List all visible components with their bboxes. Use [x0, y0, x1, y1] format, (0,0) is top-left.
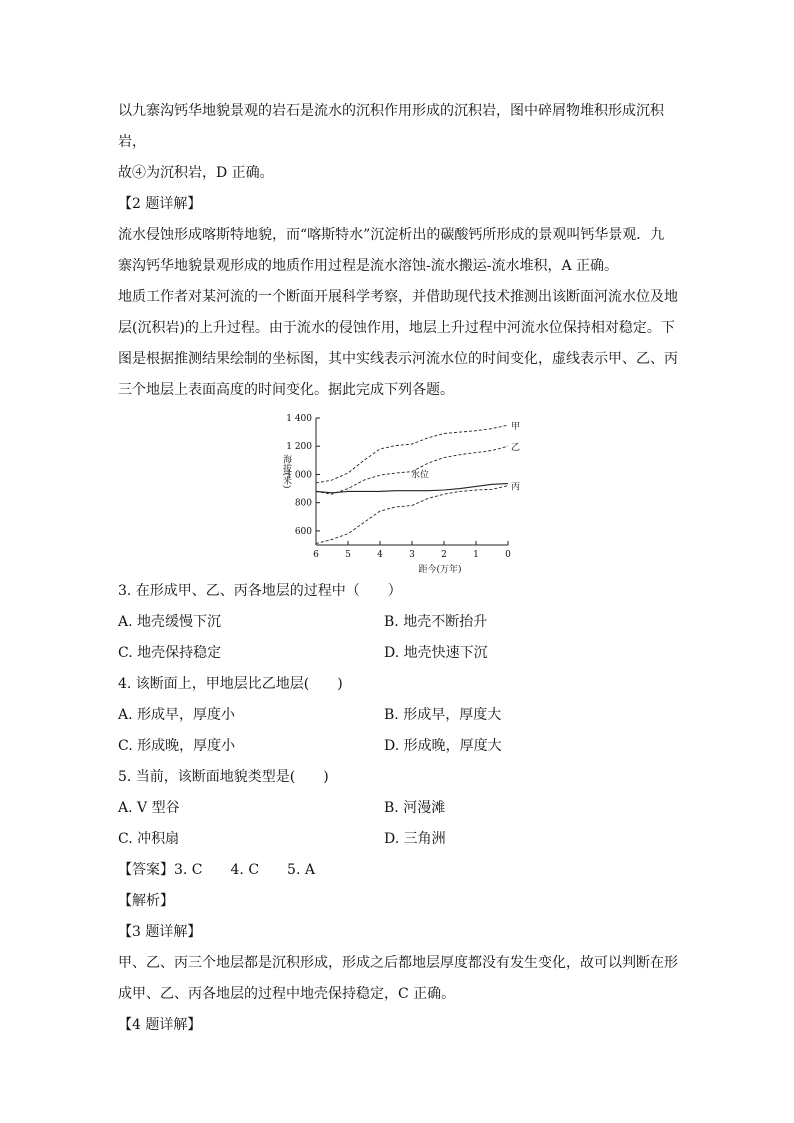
option-row: [118, 824, 688, 855]
analysis-heading: 【解析】: [118, 893, 174, 909]
option: D. 三角洲: [384, 831, 446, 847]
series-line: [316, 484, 508, 493]
option: A. 形成早，厚度小: [118, 707, 236, 723]
x-tick-label: 0: [505, 550, 511, 560]
option-row: [118, 700, 688, 731]
x-tick-label: 1: [473, 550, 479, 560]
question-stem: 4. 该断面上，甲地层比乙地层( ): [118, 676, 343, 692]
x-tick-label: 5: [345, 550, 351, 560]
x-tick-label: 3: [409, 550, 415, 560]
option-row: [118, 793, 688, 824]
paragraph-line: 层(沉积岩)的上升过程。由于流水的侵蚀作用，地层上升过程中河流水位保持相对稳定。下: [118, 320, 675, 336]
paragraph-line: 图是根据推测结果绘制的坐标图，其中实线表示河流水位的时间变化，虚线表示甲、乙、丙: [118, 351, 678, 367]
x-tick-label: 6: [313, 550, 319, 560]
option: B. 形成早，厚度大: [384, 707, 502, 723]
section-heading: 【3 题详解】: [118, 924, 202, 940]
option: D. 地壳快速下沉: [384, 645, 488, 661]
x-tick-label: 4: [377, 550, 383, 560]
option: A. V 型谷: [118, 800, 180, 816]
x-axis-label: 距今(万年): [418, 565, 462, 575]
option: B. 地壳不断抬升: [384, 614, 488, 630]
option: A. 地壳缓慢下沉: [118, 614, 222, 630]
option: C. 形成晚，厚度小: [118, 738, 236, 754]
series-line: [316, 486, 508, 544]
paragraph-line: 以九寨沟钙华地貌景观的岩石是流水的沉积作用形成的沉积岩，图中碎屑物堆积形成沉积岩，: [118, 103, 664, 150]
elevation-chart: [0, 406, 794, 576]
y-tick-label: 1 200: [286, 442, 312, 453]
series-label: 丙: [511, 482, 521, 493]
question-stem: 5. 当前，该断面地貌类型是( ): [118, 769, 329, 785]
paragraph-line: 故④为沉积岩，D 正确。: [118, 165, 274, 181]
document-page: [118, 96, 688, 1041]
y-tick-label: 800: [294, 498, 312, 509]
series-label: 乙: [511, 443, 521, 454]
y-tick-label: 600: [294, 526, 312, 537]
option: C. 冲积扇: [118, 831, 180, 847]
option: B. 河漫滩: [384, 800, 446, 816]
paragraph-line: 寨沟钙华地貌景观形成的地质作用过程是流水溶蚀-流水搬运-流水堆积，A 正确。: [118, 258, 619, 274]
y-axis-label: 海拔(米): [281, 454, 291, 489]
option-row: [118, 607, 688, 638]
question-stem: 3. 在形成甲、乙、丙各地层的过程中（ ）: [118, 583, 402, 599]
option-row: [118, 638, 688, 669]
y-tick-label: 1 000: [286, 470, 312, 481]
x-tick-label: 2: [441, 550, 447, 560]
option: D. 形成晚，厚度大: [384, 738, 502, 754]
answer-line: 【答案】3. C 4. C 5. A: [118, 862, 315, 878]
y-tick-label: 1 400: [286, 414, 312, 424]
option: C. 地壳保持稳定: [118, 645, 222, 661]
paragraph-line: 三个地层上表面高度的时间变化。据此完成下列各题。: [118, 382, 454, 398]
series-label: 水位: [410, 470, 430, 481]
option-row: [118, 731, 688, 762]
series-label: 甲: [511, 422, 521, 433]
section-heading: 【2 题详解】: [118, 196, 202, 212]
paragraph-line: 地质工作者对某河流的一个断面开展科学考察，并借助现代技术推测出该断面河流水位及地: [118, 289, 678, 305]
chart-svg: [0, 406, 794, 576]
paragraph-line: 甲、乙、丙三个地层都是沉积形成，形成之后都地层厚度都没有发生变化，故可以判断在形: [118, 955, 678, 971]
paragraph-line: 流水侵蚀形成喀斯特地貌，而“喀斯特水”沉淀析出的碳酸钙所形成的景观叫钙华景观．九: [118, 227, 665, 243]
section-heading: 【4 题详解】: [118, 1017, 202, 1033]
paragraph-line: 成甲、乙、丙各地层的过程中地壳保持稳定，C 正确。: [118, 986, 456, 1002]
